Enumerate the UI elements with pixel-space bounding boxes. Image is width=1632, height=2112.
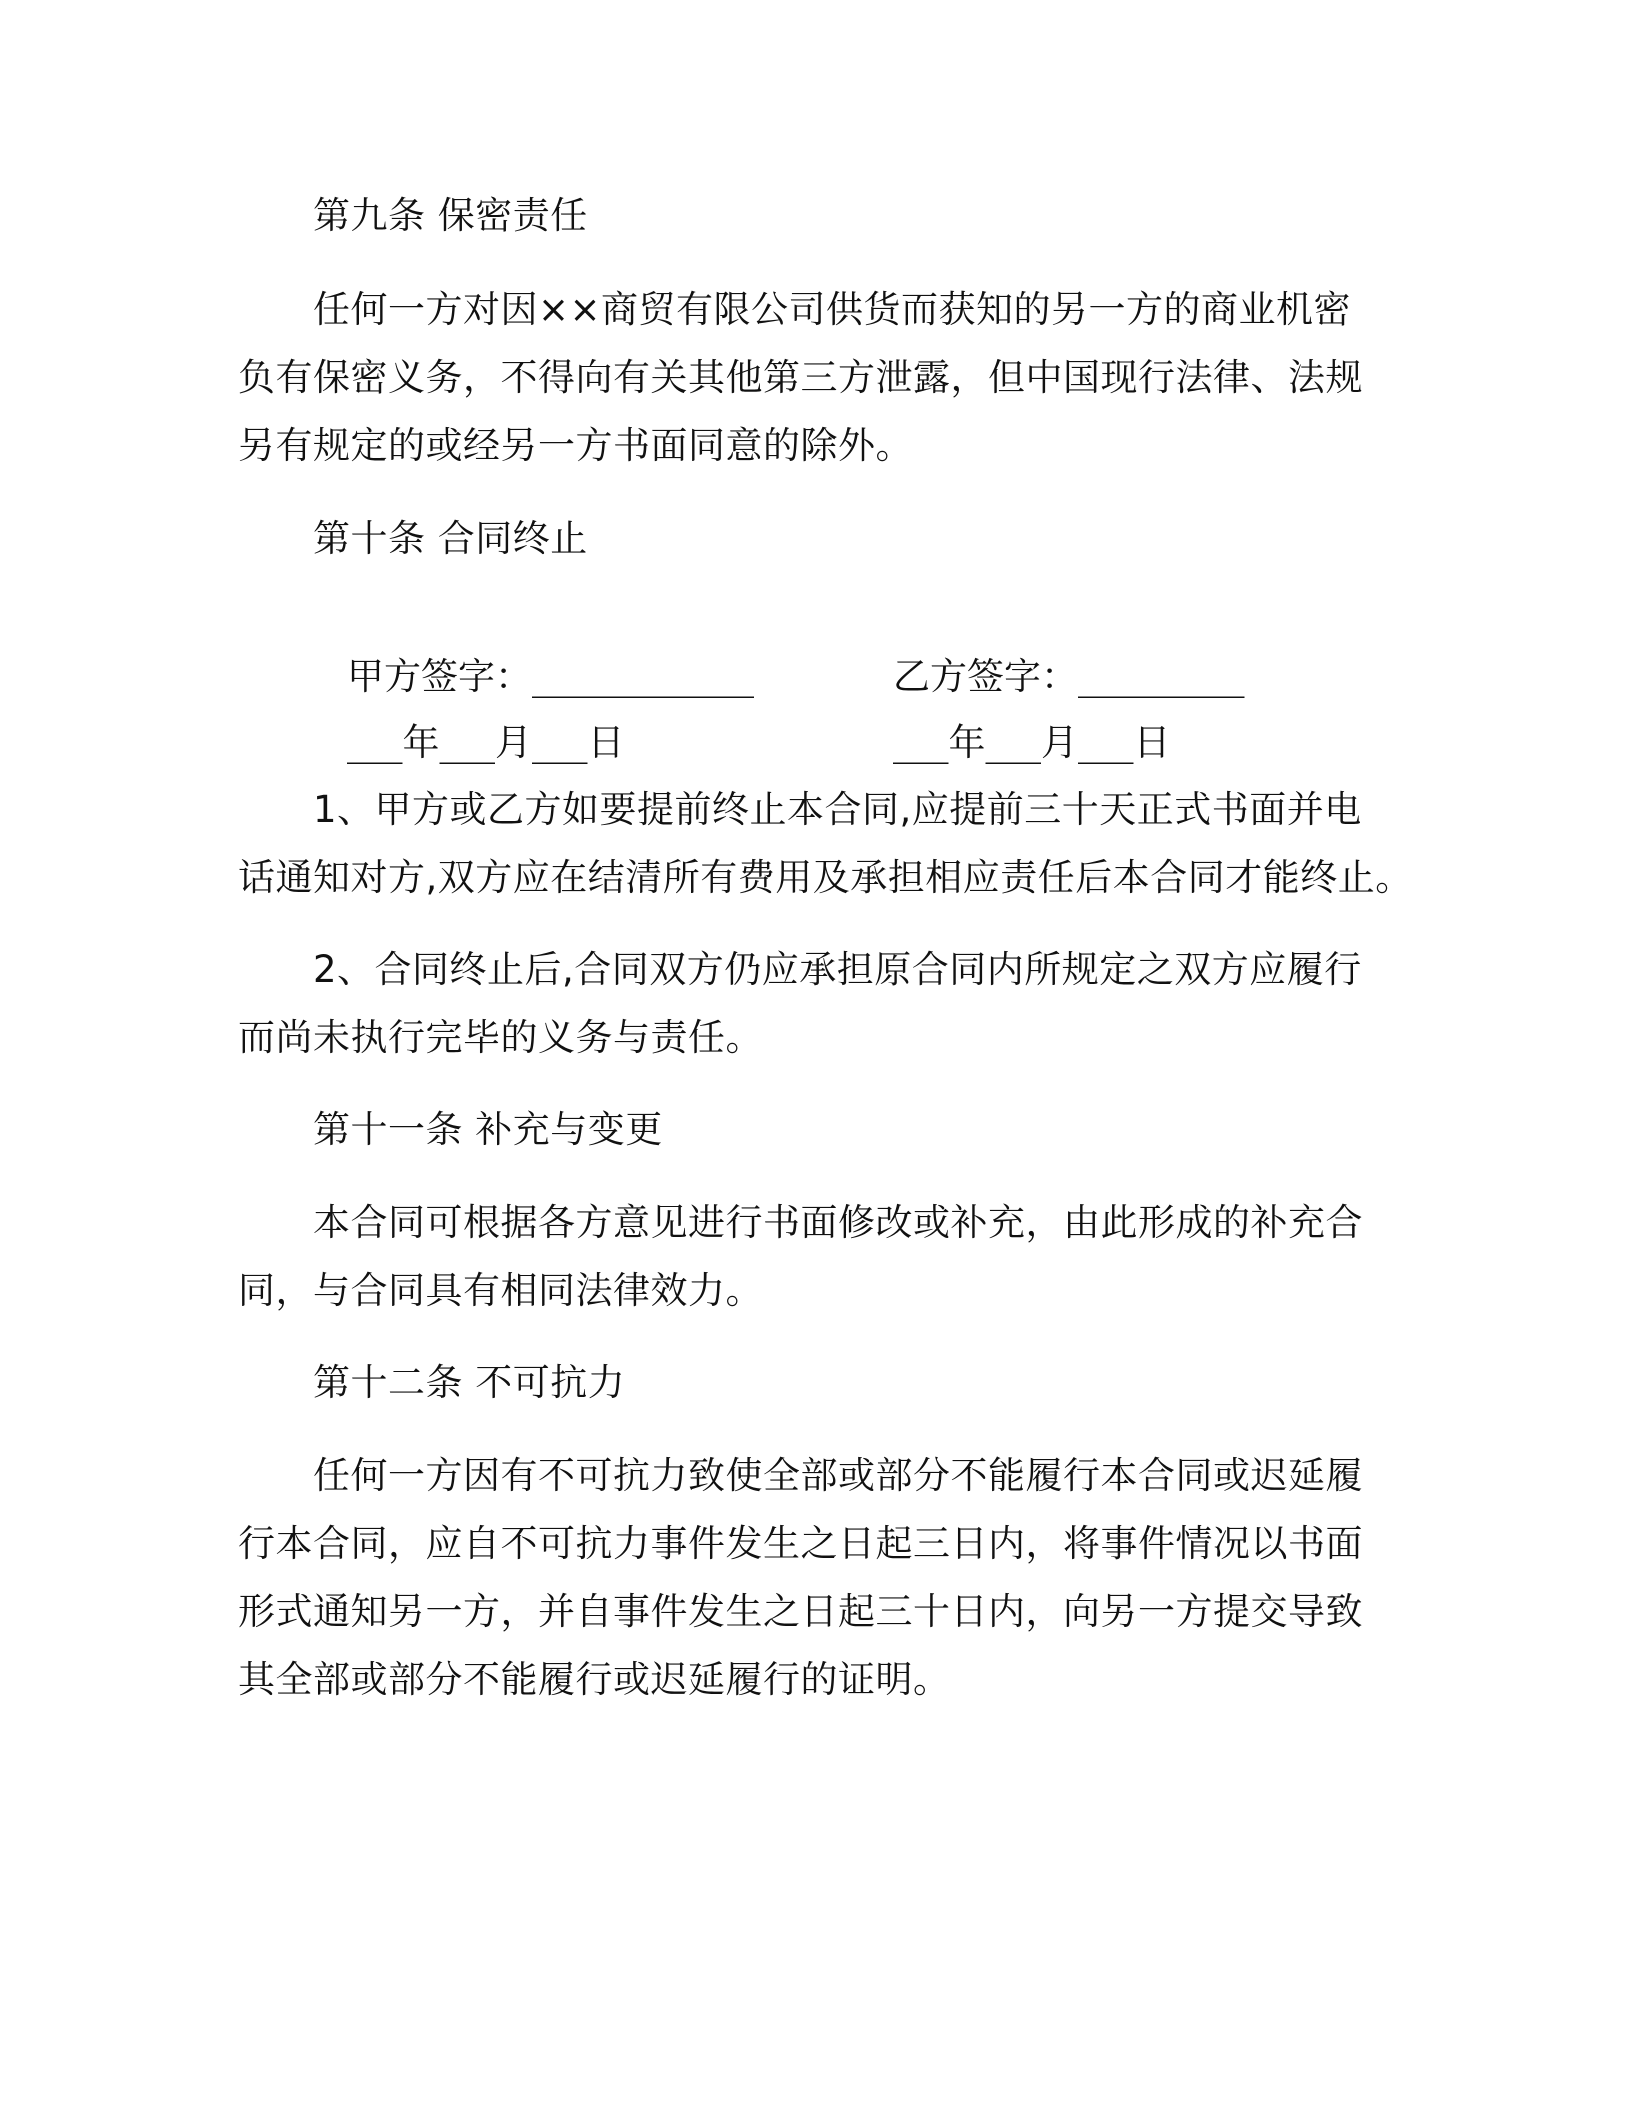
article10-item2-line-2: 而尚未执行完毕的义务与责任。 bbox=[238, 1016, 763, 1059]
article10-item1-line-2: 话通知对方,双方应在结清所有费用及承担相应责任后本合同才能终止。 bbox=[238, 856, 1413, 899]
article10-item2-line-1: 2、合同终止后,合同双方仍应承担原合同内所规定之双方应履行 bbox=[313, 948, 1362, 991]
party-b-signature-field: 乙方签字：_________ bbox=[893, 655, 1245, 698]
article12-line-2: 行本合同，应自不可抗力事件发生之日起三日内，将事件情况以书面 bbox=[238, 1522, 1363, 1565]
article10-title: 第十条 合同终止 bbox=[313, 517, 588, 560]
article11-line-1: 本合同可根据各方意见进行书面修改或补充，由此形成的补充合 bbox=[313, 1201, 1363, 1244]
article9-line-1: 任何一方对因××商贸有限公司供货而获知的另一方的商业机密 bbox=[313, 288, 1352, 331]
article9-line-3: 另有规定的或经另一方书面同意的除外。 bbox=[238, 424, 913, 467]
article12-title: 第十二条 不可抗力 bbox=[313, 1361, 626, 1404]
party-a-date-field: ___年___月___日 bbox=[347, 721, 625, 764]
party-a-signature-field: 甲方签字：____________ bbox=[347, 655, 754, 698]
article12-line-1: 任何一方因有不可抗力致使全部或部分不能履行本合同或迟延履 bbox=[313, 1454, 1363, 1497]
article11-title: 第十一条 补充与变更 bbox=[313, 1108, 663, 1151]
article10-item1-line-1: 1、甲方或乙方如要提前终止本合同,应提前三十天正式书面并电 bbox=[313, 788, 1362, 831]
article12-line-4: 其全部或部分不能履行或迟延履行的证明。 bbox=[238, 1658, 951, 1701]
party-b-date-field: ___年___月___日 bbox=[893, 721, 1171, 764]
article12-line-3: 形式通知另一方，并自事件发生之日起三十日内，向另一方提交导致 bbox=[238, 1590, 1363, 1633]
article9-title: 第九条 保密责任 bbox=[313, 194, 588, 237]
article11-line-2: 同，与合同具有相同法律效力。 bbox=[238, 1269, 763, 1312]
article9-line-2: 负有保密义务，不得向有关其他第三方泄露，但中国现行法律、法规 bbox=[238, 356, 1363, 399]
